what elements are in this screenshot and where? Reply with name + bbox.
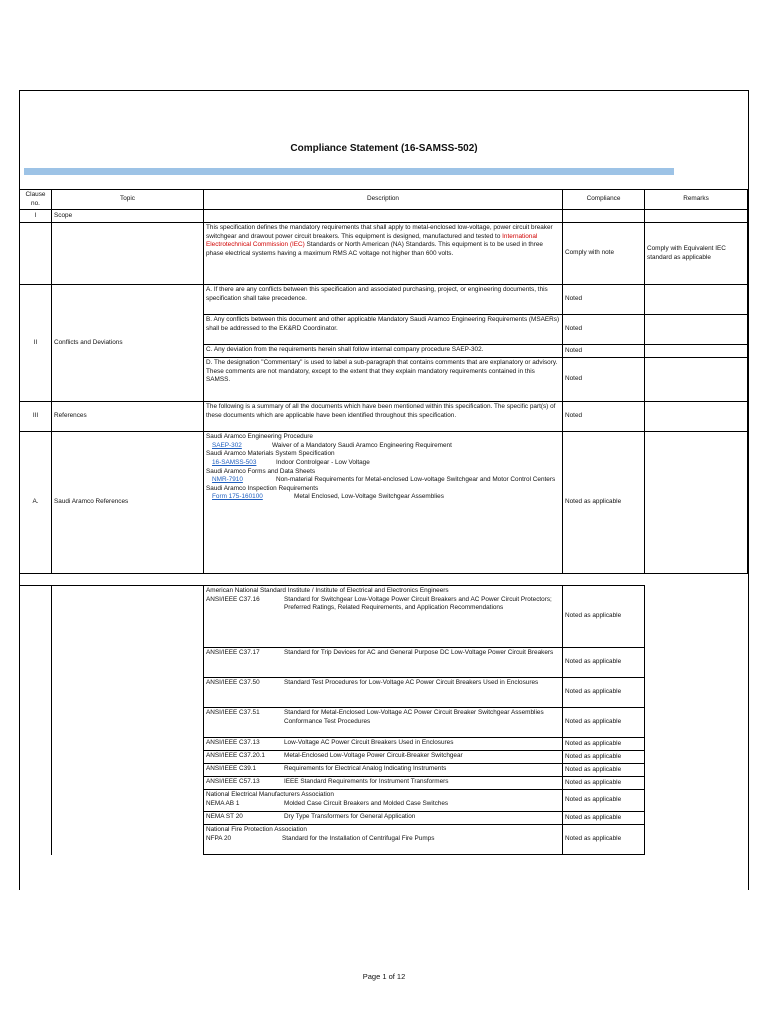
compliance-cell: Noted	[563, 402, 645, 432]
standard-title: Standard for Metal-Enclosed Low-Voltage AC Power Circuit Breaker Switchgear Assemblies Conformance Test Procedures	[284, 709, 544, 725]
standard-code: ANSI/IEEE C37.16	[206, 595, 260, 603]
standard-entry	[206, 679, 560, 688]
standard-code: ANSI/IEEE C39.1	[206, 765, 257, 772]
standard-code: NFPA 20	[206, 834, 232, 842]
table-row	[20, 285, 748, 315]
header-description: Description	[204, 190, 563, 210]
topic-cell: Saudi Aramco References	[52, 432, 204, 574]
standard-code: NEMA ST 20	[206, 813, 243, 820]
compliance-cell: Comply with note	[563, 223, 645, 285]
standard-entry	[206, 778, 560, 787]
standard-code: NEMA AB 1	[206, 799, 240, 807]
standard-title: Low-Voltage AC Power Circuit Breakers Used in Enclosures	[284, 739, 454, 746]
table-row	[20, 402, 748, 432]
standard-title: Metal-Enclosed Low-Voltage Power Circuit-Breaker Switchgear	[284, 752, 463, 759]
description-cell	[204, 764, 563, 777]
reference-link[interactable]: 16-SAMSS-503	[212, 458, 257, 466]
standard-title: Standard Test Procedures for Low-Voltage AC Power Circuit Breakers Used in Enclosures	[284, 679, 539, 686]
header-row	[20, 190, 748, 210]
description-cell: D. The designation "Commentary" is used to label a sub-paragraph that contains comments that are explanatory or advisory. These comments are not mandatory, except to the extent that they explain mandatory requirements contained in this SAMSS.	[204, 358, 563, 402]
reference-heading: Saudi Aramco Engineering Procedure	[206, 433, 313, 441]
standard-entry	[206, 739, 560, 748]
standard-title: Dry Type Transformers for General Application	[284, 813, 416, 820]
standard-entry	[206, 813, 560, 822]
reference-entry: Form 175-160100 Metal Enclosed, Low-Voltage Switchgear Assemblies	[212, 493, 444, 501]
table-row	[20, 586, 645, 648]
compliance-cell: Noted as applicable	[563, 751, 645, 764]
title-underline-bar	[24, 168, 674, 175]
description-cell: This specification defines the mandatory requirements that shall apply to metal-enclosed low-voltage, power circuit breaker switchgear and drawout power circuit breakers. This equipment is designed, manufactured and tested to International Electrotechnical Commission (IEC) Standards or North American (NA) Standards. This equipment is to be used in three phase electrical systems having a maximum RMS AC voltage not higher than 600 volts.	[204, 223, 563, 285]
description-cell	[204, 777, 563, 790]
compliance-cell: Noted as applicable	[563, 678, 645, 708]
description-cell	[204, 790, 563, 812]
compliance-cell: Noted as applicable	[563, 777, 645, 790]
reference-entry: 16-SAMSS-503 Indoor Controlgear - Low Voltage	[212, 458, 370, 466]
description-cell	[204, 738, 563, 751]
standard-entry	[206, 765, 560, 774]
description-cell: A. If there are any conflicts between this specification and associated purchasing, project, or engineering documents, this specification shall take precedence.	[204, 285, 563, 315]
table-row	[20, 432, 748, 574]
reference-entry: NMR-7910 Non-material Requirements for Metal-enclosed Low-voltage Switchgear and Motor Control Centers	[212, 476, 556, 484]
compliance-cell: Noted as applicable	[563, 825, 645, 855]
compliance-cell: Noted as applicable	[563, 648, 645, 678]
industry-standards-table	[19, 585, 645, 855]
standard-entry	[206, 709, 560, 726]
description-cell	[204, 648, 563, 678]
standard-code: ANSI/IEEE C37.20.1	[206, 752, 265, 759]
standard-title: IEEE Standard Requirements for Instrument Transformers	[284, 778, 449, 785]
compliance-table	[19, 189, 748, 574]
description-cell	[204, 586, 563, 648]
description-cell	[204, 678, 563, 708]
reference-heading: Saudi Aramco Inspection Requirements	[206, 484, 319, 492]
compliance-cell: Noted as applicable	[563, 764, 645, 777]
compliance-cell: Noted	[563, 345, 645, 358]
compliance-cell: Noted as applicable	[563, 790, 645, 812]
description-cell	[204, 825, 563, 855]
description-cell: B. Any conflicts between this document and other applicable Mandatory Saudi Aramco Engineering Requirements (MSAERs) shall be addressed to the EK&RD Coordinator.	[204, 315, 563, 345]
remarks-cell: Comply with Equivalent IEC standard as applicable	[645, 223, 748, 285]
standard-entry	[206, 800, 560, 809]
standard-entry	[206, 649, 560, 658]
page-number: Page 1 of 12	[362, 972, 406, 981]
header-topic: Topic	[52, 190, 204, 210]
standard-title: Standard for Trip Devices for AC and General Purpose DC Low-Voltage Power Circuit Breakers	[284, 649, 554, 656]
standard-code: ANSI/IEEE C37.17	[206, 649, 260, 656]
standards-body-heading: National Fire Protection Association	[206, 826, 307, 833]
standard-entry	[206, 596, 560, 613]
topic-cell: References	[52, 402, 204, 432]
reference-entry: SAEP-302 Waiver of a Mandatory Saudi Aramco Engineering Requirement	[212, 441, 452, 449]
description-cell	[204, 812, 563, 825]
document-title: Compliance Statement (16-SAMSS-502)	[290, 143, 478, 154]
reference-link[interactable]: Form 175-160100	[212, 493, 263, 501]
standards-body-heading: National Electrical Manufacturers Association	[206, 791, 334, 798]
compliance-cell: Noted as applicable	[563, 708, 645, 738]
standard-title: Standard for the Installation of Centrifugal Fire Pumps	[282, 834, 435, 842]
clause-cell: A.	[20, 432, 52, 574]
header-compliance: Compliance	[563, 190, 645, 210]
header-remarks: Remarks	[645, 190, 748, 210]
standard-title: Requirements for Electrical Analog Indicating Instruments	[284, 765, 447, 772]
compliance-cell: Noted as applicable	[563, 812, 645, 825]
description-cell	[204, 432, 563, 574]
description-cell	[204, 708, 563, 738]
clause-cell: III	[20, 402, 52, 432]
reference-link[interactable]: SAEP-302	[212, 441, 242, 449]
reference-heading: Saudi Aramco Forms and Data Sheets	[206, 467, 316, 475]
industry-standards-block	[19, 585, 645, 855]
compliance-cell: Noted as applicable	[563, 738, 645, 751]
description-cell: C. Any deviation from the requirements herein shall follow internal company procedure SAEP-302.	[204, 345, 563, 358]
compliance-cell: Noted as applicable	[563, 586, 645, 648]
standards-body-heading: American National Standard Institute / Institute of Electrical and Electronics Engineers	[206, 587, 449, 594]
description-cell: The following is a summary of all the documents which have been mentioned within this specification. The specific part(s) of these documents which are applicable have been identified throughout this specification.	[204, 402, 563, 432]
topic-cell: Scope	[52, 210, 204, 223]
standard-title: Molded Case Circuit Breakers and Molded Case Switches	[284, 799, 449, 807]
reference-heading: Saudi Aramco Materials System Specification	[206, 450, 335, 458]
standard-code: ANSI/IEEE C37.50	[206, 679, 260, 686]
standard-title: Standard for Switchgear Low-Voltage Power Circuit Breakers and AC Power Circuit Protectors; Preferred Ratings, Related Requirements, and Application Recommendations	[284, 595, 552, 612]
standard-entry	[206, 752, 560, 761]
standard-code: ANSI/IEEE C37.13	[206, 739, 260, 746]
clause-cell: I	[20, 210, 52, 223]
standard-code: ANSI/IEEE C57.13	[206, 778, 260, 785]
clause-cell	[20, 586, 52, 855]
description-cell	[204, 751, 563, 764]
table-row	[20, 210, 748, 223]
compliance-cell: Noted	[563, 285, 645, 315]
standard-entry	[206, 835, 560, 844]
reference-link[interactable]: NMR-7910	[212, 476, 243, 484]
compliance-cell: Noted as applicable	[563, 432, 645, 574]
iec-highlight: International Electrotechnical Commission (IEC)	[206, 232, 538, 249]
topic-cell: Conflicts and Deviations	[52, 285, 204, 402]
topic-cell	[52, 586, 204, 855]
header-clause: Clause no.	[20, 190, 52, 210]
table-row	[20, 223, 748, 285]
standard-code: ANSI/IEEE C37.51	[206, 709, 260, 716]
clause-cell: II	[20, 285, 52, 402]
compliance-cell: Noted	[563, 315, 645, 345]
compliance-cell: Noted	[563, 358, 645, 402]
